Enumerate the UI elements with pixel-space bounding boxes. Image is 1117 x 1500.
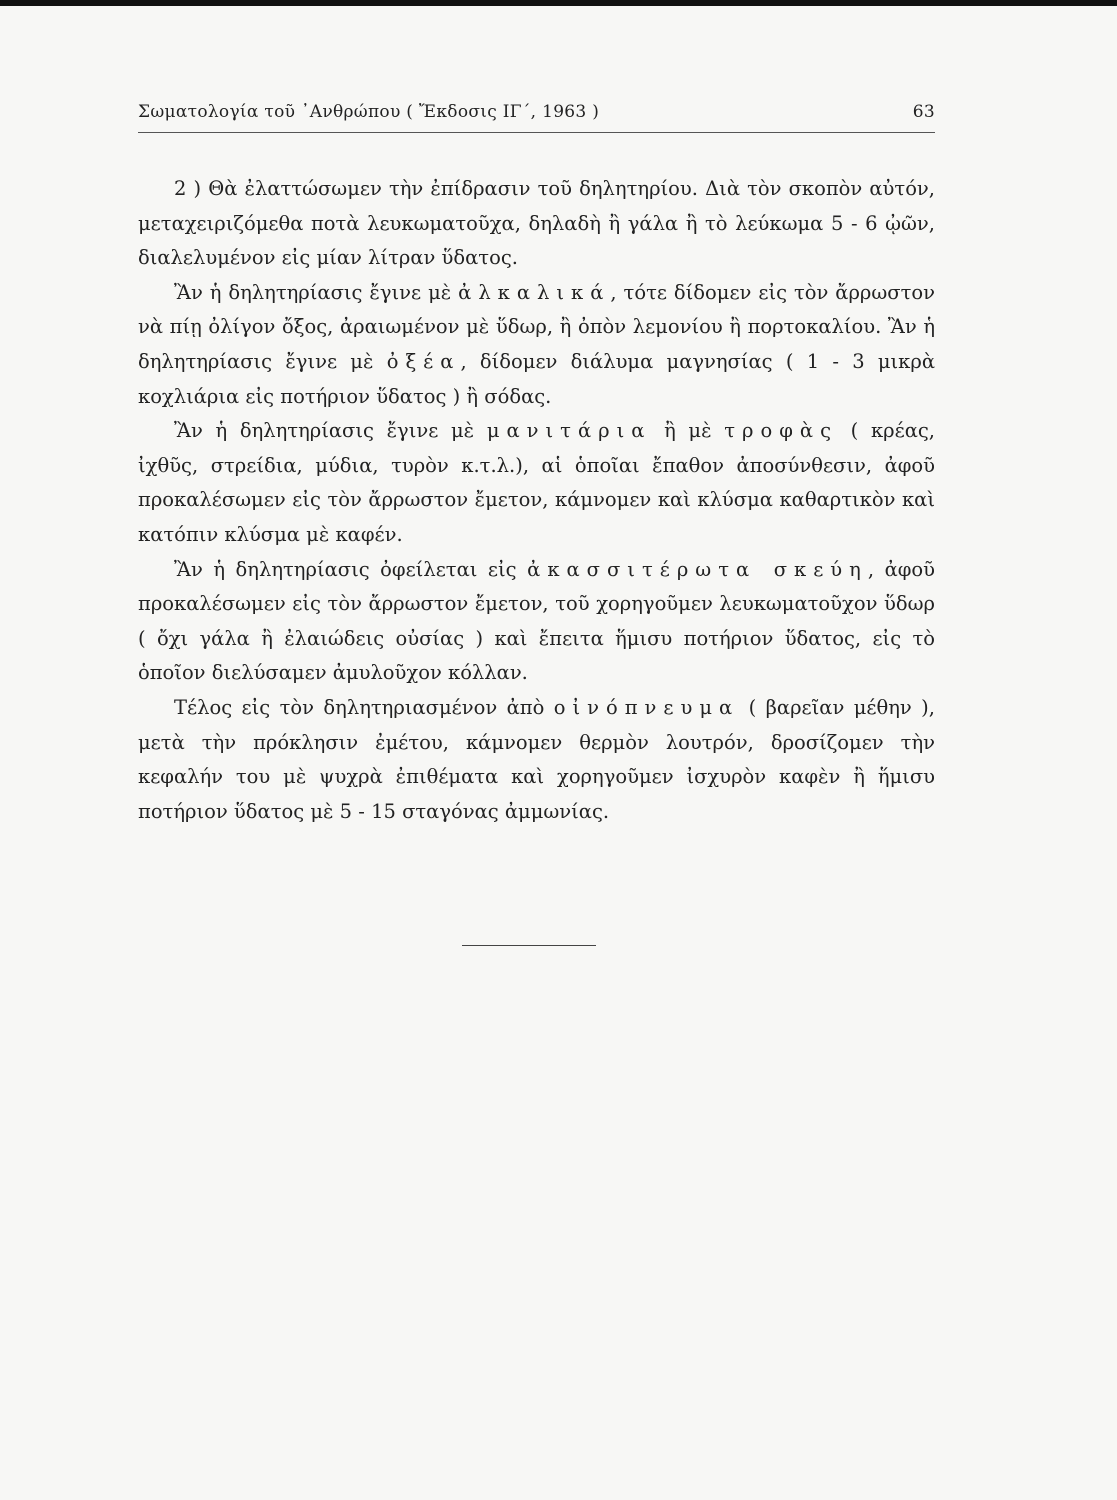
running-header	[138, 96, 935, 126]
spaced-term: ὀξέα	[386, 349, 461, 373]
text-run: Ἂν ἡ δηλητηρίασις ἔγινε μὲ	[174, 280, 459, 304]
page-number: 63	[912, 102, 935, 122]
text-run: Τέλος εἰς τὸν δηλητηριασμένον ἀπὸ	[174, 695, 554, 719]
spaced-term: μανιτάρια	[486, 419, 652, 443]
header-title: Σωματολογία τοῦ ᾿Ανθρώπου ( Ἔκδοσις ΙΓ΄, 1963 )	[138, 102, 600, 122]
body-text	[138, 172, 935, 829]
section-end-rule	[462, 945, 596, 946]
scan-top-edge	[0, 0, 1117, 6]
header-rule	[138, 132, 935, 133]
text-run: ( κρέας, ἰχθῦς, στρείδια, μύδια, τυρὸν κ.τ.λ.), αἱ ὁποῖαι ἔπαθον ἀποσύνθεσιν, ἀφοῦ προκαλέσωμεν εἰς τὸν ἄρρωστον ἔμετον, κάμνομεν καὶ κλύσμα καθαρτικὸν καὶ κατόπιν κλύσμα μὲ καφέν.	[138, 419, 936, 546]
text-run: Ἂν ἡ δηλητηρίασις ἔγινε μὲ	[174, 419, 487, 443]
paragraph-2	[138, 276, 935, 414]
paragraph-1: 2 ) Θὰ ἐλαττώσωμεν τὴν ἐπίδρασιν τοῦ δηλητηρίου. Διὰ τὸν σκοπὸν αὐτόν, μεταχειριζόμεθα ποτὰ λευκωματοῦχα, δηλαδὴ ἢ γάλα ἢ τὸ λεύκωμα 5 - 6 ᾠῶν, διαλελυμένον εἰς μίαν λίτραν ὕδατος.	[138, 177, 935, 270]
paragraph-3	[138, 414, 935, 552]
paragraph-5	[138, 691, 935, 829]
text-run: ἢ μὲ	[651, 419, 725, 443]
text-run: , δίδομεν διάλυμα μαγνησίας ( 1 - 3 μικρὰ κοχλιάρια εἰς ποτήριον ὕδατος ) ἢ σόδας.	[138, 349, 935, 408]
text-run: ( βαρεῖαν μέθην ), μετὰ τὴν πρόκλησιν ἐμέτου, κάμνομεν θερμὸν λουτρόν, δροσίζομεν τὴν κεφαλήν του μὲ ψυχρὰ ἐπιθέματα καὶ χορηγοῦμεν ἰσχυρὸν καφὲν ἢ ἥμισυ ποτήριον ὕδατος μὲ 5 - 15 σταγόνας ἀμμωνίας.	[138, 695, 935, 823]
text-run: , τότε δίδομεν εἰς τὸν ἄρρωστον νὰ πίῃ ὀλίγον ὄξος, ἀραιωμένον μὲ ὕδωρ, ἢ ὀπὸν λεμονίου ἢ πορτοκαλίου. Ἂν ἡ δηλητηρίασις ἔγινε μὲ	[138, 280, 935, 373]
spaced-term: τροφὰς	[724, 419, 838, 443]
text-run: Ἂν ἡ δηλητηρίασις ὀφείλεται εἰς	[174, 557, 528, 581]
paragraph-4	[138, 553, 935, 691]
spaced-term: ἀλκαλικά	[458, 280, 611, 304]
spaced-term: οἰνόπνευμα	[553, 695, 740, 719]
spaced-term: ἀκασσιτέρωτα σκεύη	[527, 557, 868, 581]
text-run: , ἀφοῦ προκαλέσωμεν εἰς τὸν ἄρρωστον ἔμετον, τοῦ χορηγοῦμεν λευκωματοῦχον ὕδωρ ( ὄχι γάλα ἢ ἐλαιώδεις οὐσίας ) καὶ ἔπειτα ἥμισυ ποτήριον ὕδατος, εἰς τὸ ὁποῖον διελύσαμεν ἀμυλοῦχον κόλλαν.	[138, 557, 935, 685]
